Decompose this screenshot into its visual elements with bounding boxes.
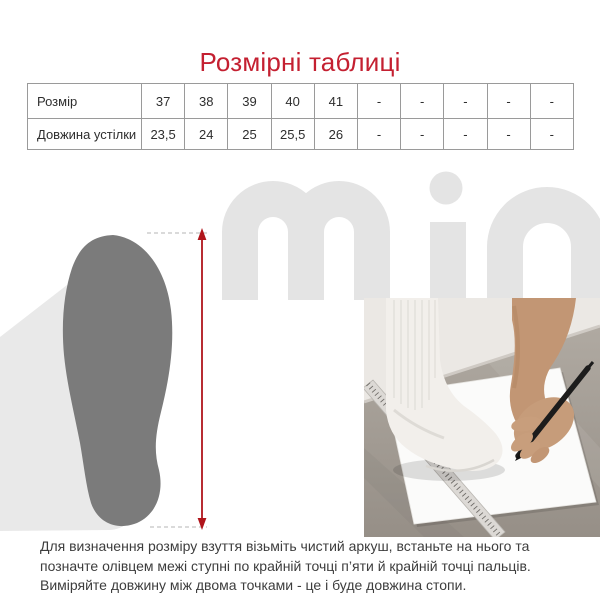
size-cell: - (444, 84, 487, 119)
size-cell: - (530, 84, 573, 119)
size-cell: 37 (142, 84, 185, 119)
size-cell: 40 (271, 84, 314, 119)
measurement-instructions (40, 537, 595, 596)
size-cell: 39 (228, 84, 271, 119)
instruction-line: позначте олівцем межі ступні по крайній точці п’яти й крайній точці пальців. (40, 557, 531, 574)
size-cell: 26 (314, 119, 357, 150)
size-table (27, 83, 574, 150)
size-cell: - (357, 119, 400, 150)
instruction-line: Для визначення розміру взуття візьміть чистий аркуш, встаньте на нього та (40, 538, 530, 554)
size-cell: 25,5 (271, 119, 314, 150)
row-label: Довжина устілки (28, 119, 142, 150)
size-cell: 38 (185, 84, 228, 119)
size-cell: 24 (185, 119, 228, 150)
foot-measurement-diagram (0, 170, 230, 540)
length-arrow-icon (198, 228, 207, 530)
table-row (28, 119, 574, 150)
size-cell: - (487, 84, 530, 119)
size-cell: - (530, 119, 573, 150)
page-title: Розмірні таблиці (199, 47, 401, 78)
size-cell: - (401, 119, 444, 150)
size-cell: 25 (228, 119, 271, 150)
watermark-brand-text (210, 158, 600, 300)
foot-tracing-photo (364, 298, 600, 537)
size-cell: - (487, 119, 530, 150)
size-cell: - (401, 84, 444, 119)
size-cell: 41 (314, 84, 357, 119)
table-row (28, 84, 574, 119)
row-label: Розмір (28, 84, 142, 119)
size-cell: 23,5 (142, 119, 185, 150)
instruction-line: Виміряйте довжину між двома точками - це і буде довжина стопи. (40, 577, 467, 593)
size-cell: - (357, 84, 400, 119)
size-cell: - (444, 119, 487, 150)
